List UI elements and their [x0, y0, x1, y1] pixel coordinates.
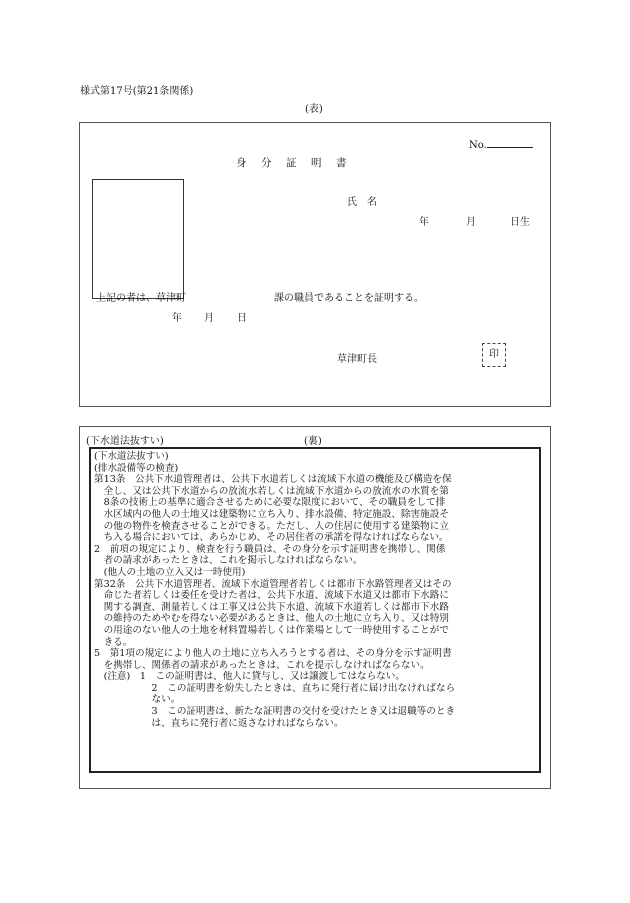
no-underline	[487, 138, 533, 148]
front-card	[79, 122, 551, 407]
law-line: (注意) 1 この証明書は、他人に貸与し、又は譲渡してはならない。	[94, 671, 405, 683]
law-line: 関する調査、測量若しくは工事又は公共下水道、流域下水道若しくは都市下水路	[94, 601, 449, 613]
law-line: ない。	[94, 694, 181, 706]
back-side-label: (裏)	[304, 436, 322, 447]
law-line: 8条の技術上の基準に適合させるために必要な限度において、その職員をして排	[94, 497, 446, 509]
issuer: 草津町長	[337, 354, 377, 365]
cert-suffix: 課の職員であることを証明する。	[274, 293, 424, 304]
card-title: 身 分 証 明 書	[236, 157, 349, 169]
law-line: (排水設備等の検査)	[94, 462, 179, 474]
law-line: 5 第1項の規定により他人の土地に立ち入ろうとする者は、その身分を示す証明書	[94, 648, 452, 660]
law-excerpt	[94, 451, 540, 729]
birth-day: 日生	[510, 217, 530, 228]
law-line: 第13条 公共下水道管理者は、公共下水道若しくは流域下水道の機能及び構造を保	[94, 474, 452, 486]
law-line: 3 この証明書は、新たな証明書の交付を受けたとき又は退職等のとき	[94, 706, 456, 718]
law-line: の他の物件を検査させることができる。ただし、人の住居に使用する建築物に立	[94, 520, 449, 532]
law-line: を携帯し、関係者の請求があったときは、これを提示しなければならない。	[94, 659, 430, 671]
law-line: 2 前項の規定により、検査を行う職員は、その身分を示す証明書を携帯し、関係	[94, 543, 446, 555]
seal-text: 印	[489, 349, 499, 360]
law-line: 命じた者若しくは委任を受けた者は、公共下水道、流域下水道又は都市下水路に	[94, 590, 449, 602]
law-line: 者の請求があったときは、これを掲示しなければならない。	[94, 555, 363, 567]
law-line: (下水道法抜すい)	[94, 451, 169, 462]
birth-year: 年	[419, 217, 429, 228]
form-number: 様式第17号(第21条関係)	[80, 86, 194, 97]
name-label: 氏 名	[347, 197, 377, 208]
date-month: 月	[204, 313, 214, 324]
law-line: の維持のためやむを得ない必要があるときは、他人の土地に立ち入り、又は特別	[94, 613, 449, 625]
law-line: の用途のない他人の土地を材料置場若しくは作業場として一時使用することがで	[94, 624, 449, 636]
photo-box	[92, 179, 184, 299]
law-line: 全し、又は公共下水道からの放流水若しくは流域下水道からの放流水の水質を第	[94, 485, 449, 497]
date-year: 年	[172, 313, 182, 324]
law-line: 水区域内の他人の土地又は建築物に立ち入り、排水設備、特定施設、除害施設そ	[94, 508, 449, 520]
birth-month: 月	[466, 217, 476, 228]
no-label: No.	[469, 140, 487, 151]
seal-box	[482, 343, 506, 367]
front-side-label: (表)	[305, 104, 323, 115]
law-line: 2 この証明書を紛失したときは、直ちに発行者に届け出なければなら	[94, 682, 456, 694]
back-top-label: (下水道法抜すい)	[86, 436, 164, 447]
law-line: きる。	[94, 636, 133, 648]
serial-number	[469, 138, 533, 151]
cert-prefix: 上記の者は、草津町	[96, 293, 186, 304]
law-line: 第32条 公共下水道管理者、流域下水道管理者若しくは都市下水路管理者又はその	[94, 578, 452, 590]
law-line: ち入る場合においては、あらかじめ、その居住者の承諾を得なければならない。	[94, 532, 449, 544]
law-line: は、直ちに発行者に返さなければならない。	[94, 717, 344, 729]
date-day: 日	[237, 313, 247, 324]
law-line: (他人の土地の立入又は一時使用)	[94, 566, 246, 578]
